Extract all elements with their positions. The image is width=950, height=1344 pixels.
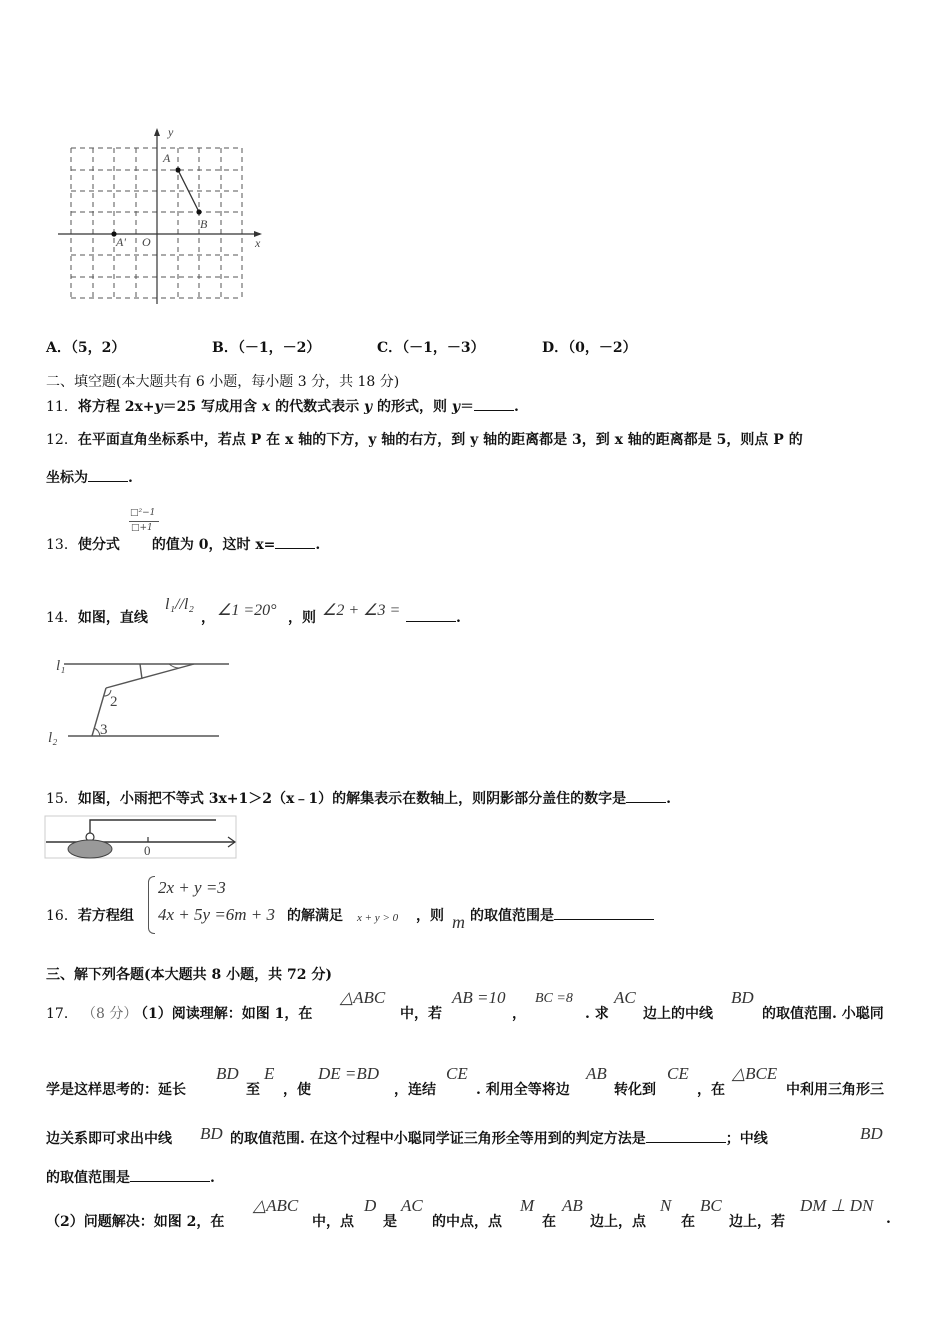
q12-line2: 坐标为 bbox=[46, 470, 88, 486]
q11-text-b: ＝25 写成用含 bbox=[162, 399, 262, 415]
q11-num: 11． bbox=[46, 399, 78, 415]
point-b bbox=[196, 209, 201, 214]
q13-end: . bbox=[315, 537, 321, 553]
q17-shi2: 是 bbox=[383, 1214, 397, 1230]
q16-answer-blank[interactable] bbox=[554, 905, 654, 920]
q17-bc: BC bbox=[700, 1196, 722, 1215]
section3-title: 三、解下列各题(本大题共 8 小题，共 72 分) bbox=[46, 967, 332, 983]
q17-l4: 的取值范围是 bbox=[46, 1170, 130, 1186]
origin-label: O bbox=[142, 235, 151, 249]
q17-part1: （1）阅读理解：如图 1，在 bbox=[134, 1006, 313, 1022]
q17-zai2: 在 bbox=[542, 1214, 556, 1230]
q17-zai: ，在 bbox=[697, 1082, 725, 1098]
q17-bd-l2: BD bbox=[216, 1064, 239, 1083]
q17-method-blank[interactable] bbox=[646, 1128, 726, 1143]
q13-frac-bar bbox=[129, 521, 159, 522]
q17-l3-b: 的取值范围. 在这个过程中小聪同学证三角形全等用到的判定方法是 bbox=[230, 1131, 646, 1147]
q13-frac-den: □+1 bbox=[131, 523, 153, 533]
point-b-label: B bbox=[200, 217, 208, 231]
section2-title: 二、填空题(本大题共有 6 小题，每小题 3 分，共 18 分) bbox=[46, 374, 400, 390]
q17-bianshang2: 边上，点 bbox=[590, 1214, 646, 1230]
q17-zai3: 在 bbox=[681, 1214, 695, 1230]
q16-text: 若方程组 bbox=[77, 908, 134, 924]
q13-text2: 的值为 0，这时 x= bbox=[151, 537, 276, 553]
y-axis-label: y bbox=[168, 125, 174, 139]
q17-l3-a: 边关系即可求出中线 bbox=[46, 1131, 172, 1147]
option-d: D．（0，－2） bbox=[542, 340, 637, 356]
shaded-blot bbox=[68, 840, 112, 858]
q17-range-blank[interactable] bbox=[130, 1167, 210, 1182]
q16-cond: x + y > 0 bbox=[357, 912, 399, 924]
q14-num: 14． bbox=[46, 610, 78, 626]
q17-l4-line bbox=[46, 1167, 215, 1187]
q11-var-y3: y bbox=[451, 399, 461, 415]
q13-frac-num: □²−1 bbox=[130, 508, 156, 518]
q11-answer-blank[interactable] bbox=[474, 396, 514, 411]
q14-parallel: l₁//l₂ bbox=[165, 596, 194, 613]
q13-text: 使分式 bbox=[77, 537, 120, 553]
q17-lianjie: ，连结 bbox=[394, 1082, 436, 1098]
parallel-lines-figure bbox=[44, 650, 239, 750]
q17-bc8: BC =8 bbox=[535, 991, 573, 1006]
q14-comma: ， bbox=[201, 610, 215, 626]
option-b: B．（－1，－2） bbox=[212, 340, 321, 356]
q17-score: （8 分） bbox=[82, 1006, 138, 1022]
y-axis-arrow bbox=[154, 128, 160, 136]
q17-bd2: BD bbox=[200, 1124, 223, 1143]
point-a-label: A bbox=[163, 151, 171, 165]
number-line-figure bbox=[44, 814, 239, 862]
q17-zhong-liyong: 中利用三角形三 bbox=[786, 1082, 884, 1098]
q17-l3-rest bbox=[230, 1128, 768, 1148]
l1-label: l₁ bbox=[56, 658, 66, 674]
q14-end: . bbox=[456, 610, 461, 626]
q17-part2: （2）问题解决：如图 2，在 bbox=[46, 1214, 225, 1230]
q14-text: 如图，直线 bbox=[77, 610, 148, 626]
q17-ab10: AB =10 bbox=[452, 988, 506, 1007]
q17-tri-abc2: △ABC bbox=[253, 1196, 299, 1215]
q17-l4-end: . bbox=[210, 1170, 215, 1186]
q11-var-y2: y bbox=[364, 399, 373, 415]
q15-num: 15． bbox=[46, 791, 78, 807]
q17-comma: ， bbox=[512, 1006, 526, 1022]
angle3-label: 3 bbox=[100, 722, 108, 738]
q17-m: M bbox=[520, 1196, 535, 1215]
q12-answer-blank[interactable] bbox=[88, 467, 128, 482]
q17-n: N bbox=[660, 1196, 672, 1215]
point-a bbox=[175, 167, 180, 172]
q17-end: . bbox=[886, 1211, 891, 1227]
q17-bd3: BD bbox=[860, 1124, 883, 1143]
q17-bianshang3: 边上，若 bbox=[729, 1214, 785, 1230]
question-16 bbox=[46, 905, 134, 925]
q16-tail bbox=[470, 905, 654, 925]
q17-ac2: AC bbox=[401, 1196, 423, 1215]
question-14 bbox=[46, 607, 148, 627]
q11-text-a: 将方程 2x+ bbox=[77, 399, 155, 415]
q17-ce2: CE bbox=[667, 1064, 689, 1083]
tick-mark bbox=[140, 664, 142, 679]
q16-brace bbox=[148, 876, 155, 934]
q17-tri-abc: △ABC bbox=[340, 988, 386, 1007]
q12-num: 12． bbox=[46, 432, 78, 448]
q17-bd: BD bbox=[731, 988, 754, 1007]
option-a: A．（5，2） bbox=[46, 340, 126, 356]
point-a-prime-label: A' bbox=[116, 235, 126, 249]
q14-answer-blank[interactable] bbox=[406, 607, 456, 622]
question-12-line2 bbox=[46, 467, 133, 487]
question-15 bbox=[46, 788, 671, 808]
question-13 bbox=[46, 534, 320, 554]
q11-end: . bbox=[514, 399, 519, 415]
q17-l2-a: 学是这样思考的：延长 bbox=[46, 1082, 186, 1098]
q14-angle1: ∠1 =20° bbox=[217, 602, 277, 619]
q17-bianshang: 边上的中线 bbox=[643, 1006, 713, 1022]
q17-ac: AC bbox=[614, 988, 636, 1007]
q17-zhi: 至 bbox=[246, 1082, 260, 1098]
q11-var-y: y bbox=[154, 399, 163, 415]
q16-text2: 的解满足 bbox=[287, 908, 343, 924]
q15-end: . bbox=[666, 791, 671, 807]
q17-zhong-dian: 中，点 bbox=[312, 1214, 354, 1230]
q17-e: E bbox=[264, 1064, 275, 1083]
q14-text2: ，则 bbox=[288, 610, 316, 626]
q16-eq2: 4x + 5y =6m + 3 bbox=[158, 905, 276, 924]
x-axis-label: x bbox=[255, 236, 261, 250]
q17-ab: AB bbox=[586, 1064, 607, 1083]
q17-qiu: . 求 bbox=[585, 1006, 609, 1022]
q17-d: D bbox=[364, 1196, 377, 1215]
q17-l3-c: ；中线 bbox=[725, 1131, 768, 1147]
q17-tri-bce: △BCE bbox=[732, 1064, 778, 1083]
angle2-label: 2 bbox=[110, 694, 118, 710]
transversal-top bbox=[106, 664, 194, 688]
question-12 bbox=[46, 429, 803, 449]
q17-dm-dn: DM ⊥ DN bbox=[800, 1196, 874, 1215]
q11-var-x: x bbox=[261, 399, 271, 415]
zero-label: 0 bbox=[144, 843, 151, 858]
q13-num: 13． bbox=[46, 537, 78, 553]
q15-text: 如图，小雨把不等式 3x+1＞2（x﹣1）的解集表示在数轴上，则阴影部分盖住的数字是 bbox=[77, 791, 627, 807]
q12-end: . bbox=[128, 470, 133, 486]
q17-liyong: . 利用全等将边 bbox=[476, 1082, 570, 1098]
q12-line1: 在平面直角坐标系中，若点 P 在 x 轴的下方，y 轴的右方，到 y 轴的距离都是 3，到 x 轴的距离都是 5，则点 P 的 bbox=[77, 432, 803, 448]
q17-ce: CE bbox=[446, 1064, 468, 1083]
q16-num: 16． bbox=[46, 908, 78, 924]
q17-de-bd: DE =BD bbox=[318, 1064, 380, 1083]
q16-text4: 的取值范围是 bbox=[470, 908, 554, 924]
q13-answer-blank[interactable] bbox=[275, 534, 315, 549]
q11-text-c: 的代数式表示 bbox=[270, 399, 365, 415]
q16-text3: ，则 bbox=[416, 908, 444, 924]
q11-text-e: ＝ bbox=[460, 399, 475, 415]
q16-eq1: 2x + y =3 bbox=[158, 878, 226, 897]
q11-text-d: 的形式，则 bbox=[372, 399, 452, 415]
solution-ray bbox=[90, 820, 216, 836]
q17-zhong-ruo: 中，若 bbox=[400, 1006, 442, 1022]
q17-num: 17． bbox=[46, 1006, 78, 1022]
q17-zhuanhua: 转化到 bbox=[614, 1082, 656, 1098]
q16-var-m: m bbox=[452, 912, 465, 932]
q14-answer-line bbox=[406, 607, 461, 626]
question-11 bbox=[46, 396, 519, 416]
coordinate-grid-figure bbox=[50, 120, 275, 305]
q17-ab2: AB bbox=[562, 1196, 583, 1215]
option-c: C．（－1，－3） bbox=[377, 340, 485, 356]
q15-answer-blank[interactable] bbox=[626, 788, 666, 803]
q17-zhongdian: 的中点，点 bbox=[432, 1214, 502, 1230]
l2-label: l₂ bbox=[48, 730, 58, 746]
q17-shi: ，使 bbox=[283, 1082, 311, 1098]
q14-sum: ∠2 + ∠3 = bbox=[322, 602, 401, 619]
q17-range-tail: 的取值范围. 小聪同 bbox=[762, 1006, 884, 1022]
